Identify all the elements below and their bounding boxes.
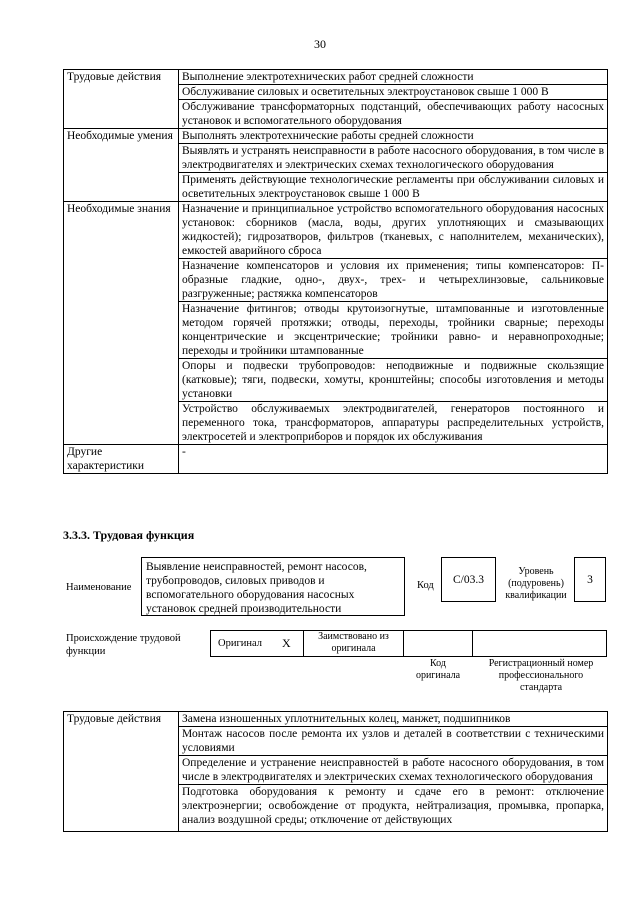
code-box [441,557,496,602]
table-row [64,445,608,474]
level-label: Уровень (подуровень) квалификации [505,566,567,601]
table-cell: Устройство обслуживаемых электродвигателей, генераторов постоянного и переменного тока, трансформаторов, аппаратуры распределительных устройств, электросетей и электроприборов и порядок их обслуживания [179,402,608,445]
code-caption: Код оригинала [415,658,461,681]
code-value: С/03.3 [453,573,484,586]
page-number: 30 [314,37,326,51]
name-label: Наименование [66,582,132,593]
regnum-caption: Регистрационный номер профессионального стандарта [488,658,594,693]
row-label: Другие характеристики [64,445,179,474]
table-row [64,129,608,144]
separator-line [403,630,404,657]
table-cell: Замена изношенных уплотнительных колец, манжет, подшипников [179,712,608,727]
table-row [64,70,608,85]
table-cell: Применять действующие технологические регламенты при обслуживании силовых и осветительных электроустановок свыше 1 000 В [179,173,608,202]
table-cell: Выполнять электротехнические работы средней сложности [179,129,608,144]
name-value-box [141,557,405,616]
origin-label: Происхождение трудовой функции [66,633,181,657]
row-label: Необходимые знания [64,202,179,445]
labor-actions-table [63,711,608,832]
table-cell: - [179,445,608,474]
name-value: Выявление неисправностей, ремонт насосов, трубопроводов, силовых приводов и вспомогательного оборудования насосных установок средней производительности [146,561,367,615]
table-row [64,202,608,259]
row-label: Необходимые умения [64,129,179,202]
labor-function-table [63,69,608,474]
separator-line [303,630,304,657]
original-label: Оригинал [218,638,262,649]
origin-box [210,630,607,657]
table-cell: Опоры и подвески трубопроводов: неподвижные и подвижные скользящие (катковые); тяги, подвески, хомуты, кронштейны; способы изготовления и методы установки [179,359,608,402]
level-box [574,557,606,602]
table-cell: Назначение компенсаторов и условия их применения; типы компенсаторов: П-образные гладкие, одно-, двух-, трех- и четырехлинзовые, сальниковые разгруженные; растяжка компенсаторов [179,259,608,302]
level-value: 3 [587,573,593,586]
table-cell: Назначение фитингов; отводы крутоизогнутые, штампованные и изготовленные методом горячей протяжки; отводы, переходы, тройники сварные; переходы концентрические и эксцентрические; тройники равно- и неравнопроходные; переходы и тройники штампованные [179,302,608,359]
section-title: 3.3.3. Трудовая функция [63,528,195,542]
table-cell: Монтаж насосов после ремонта их узлов и деталей в соответствии с техническими условиями [179,727,608,756]
table-cell: Выявлять и устранять неисправности в работе насосного оборудования, в том числе в электродвигателях и электрических схемах технологического оборудования [179,144,608,173]
borrowed-label: Заимствовано из оригинала [318,631,389,654]
row-label: Трудовые действия [64,70,179,129]
table-cell: Обслуживание силовых и осветительных электроустановок свыше 1 000 В [179,85,608,100]
table-cell: Назначение и принципиальное устройство вспомогательного оборудования насосных установок: сборников (масла, воды, других уплотняющих и смазывающих жидкостей); гидрозатворов, фильтров (тканевых, с наполнителем, механических), емкостей аварийного сброса [179,202,608,259]
code-label: Код [417,580,434,591]
table-cell: Подготовка оборудования к ремонту и сдаче его в ремонт: отключение электроэнергии; освобождение от продукта, нейтрализация, промывка, пропарка, анализ воздушной среды; отключение от действующих [179,785,608,832]
table-cell: Определение и устранение неисправностей в работе насосного оборудования, в том числе в электродвигателях и электрических схемах технологического оборудования [179,756,608,785]
table-cell: Обслуживание трансформаторных подстанций, обеспечивающих работу насосных установок и вспомогательного оборудования [179,100,608,129]
separator-line [472,630,473,657]
original-mark: X [282,636,291,650]
row-label: Трудовые действия [64,712,179,832]
table-row [64,712,608,727]
table-cell: Выполнение электротехнических работ средней сложности [179,70,608,85]
